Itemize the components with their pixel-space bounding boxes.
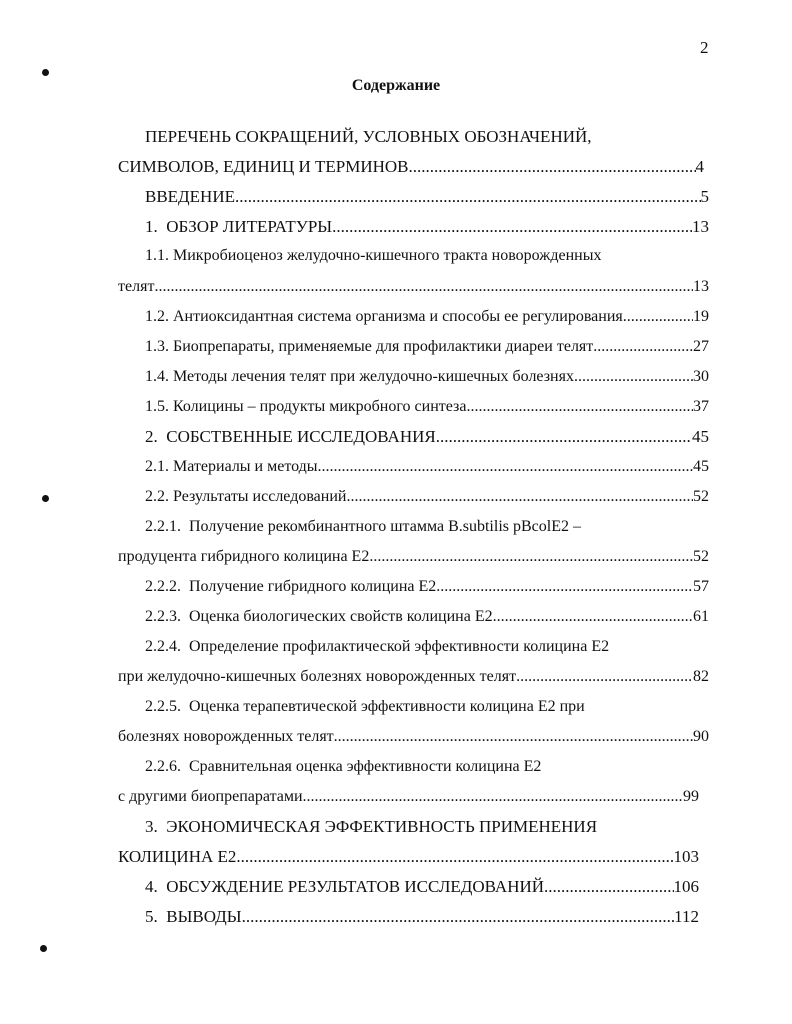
toc-page-number: 112	[674, 907, 699, 926]
toc-page-number: 45	[693, 458, 709, 475]
toc-entry: 1. ОБЗОР ЛИТЕРАТУРЫ ..... 13	[145, 217, 709, 237]
toc-page-number: 13	[693, 278, 709, 295]
toc-page-number: 19	[693, 308, 709, 325]
toc-page-number: 82	[693, 668, 709, 685]
toc-entry: ВВЕДЕНИЕ ..... 5	[145, 187, 709, 207]
toc-entry: ПЕРЕЧЕНЬ СОКРАЩЕНИЙ, УСЛОВНЫХ ОБОЗНАЧЕНИЙ,	[145, 127, 592, 146]
toc-entry: 1.2. Антиоксидантная система организма и способы ее регулирования ..... 19	[145, 307, 709, 327]
toc-entry: при желудочно-кишечных болезнях новорожденных телят ..... 82	[118, 667, 709, 687]
toc-entry: КОЛИЦИНА Е2 ..... 103	[118, 847, 699, 867]
toc-entry: 2. СОБСТВЕННЫЕ ИССЛЕДОВАНИЯ ..... 45	[145, 427, 709, 447]
page-title: Содержание	[351, 77, 441, 94]
toc-entry: 1.5. Колицины – продукты микробного синтеза ..... 37	[145, 397, 709, 417]
toc-page-number: 52	[693, 548, 709, 565]
toc-page-number: 103	[673, 847, 699, 866]
toc-entry: 2.2.2. Получение гибридного колицина Е2 ..... 57	[145, 577, 709, 597]
toc-entry: 2.2.4. Определение профилактической эффективности колицина Е2	[145, 638, 610, 655]
toc-page-number: 45	[692, 427, 709, 446]
toc-entry: 1.3. Биопрепараты, применяемые для профилактики диареи телят ..... 27	[145, 337, 709, 357]
toc-page-number: 99	[683, 788, 699, 805]
toc-entry: 3. ЭКОНОМИЧЕСКАЯ ЭФФЕКТИВНОСТЬ ПРИМЕНЕНИЯ	[145, 817, 598, 836]
toc-page-number: 27	[693, 338, 709, 355]
toc-page-number: 13	[692, 217, 709, 236]
toc-entry: 2.2.5. Оценка терапевтической эффективности колицина Е2 при	[145, 698, 585, 715]
toc-entry: с другими биопрепаратами ..... 99	[118, 787, 699, 807]
toc-page-number: 4	[695, 157, 704, 176]
toc-entry: 1.1. Микробиоценоз желудочно-кишечного тракта новорожденных	[145, 247, 602, 264]
toc-entry: болезнях новорожденных телят ..... 90	[118, 727, 709, 747]
toc-entry: 2.2.1. Получение рекомбинантного штамма B.subtilis pBcolE2 –	[145, 518, 581, 535]
scan-bullet-dot	[40, 945, 47, 952]
toc-page-number: 57	[693, 578, 709, 595]
toc-page-number: 52	[693, 488, 709, 505]
scan-bullet-dot	[42, 69, 49, 76]
toc-entry: 2.2. Результаты исследований ..... 52	[145, 487, 709, 507]
page-number: 2	[700, 38, 709, 57]
toc-entry: 4. ОБСУЖДЕНИЕ РЕЗУЛЬТАТОВ ИССЛЕДОВАНИЙ ..... 106	[145, 877, 699, 897]
toc-page-number: 5	[700, 187, 709, 206]
toc-page-number: 37	[693, 398, 709, 415]
toc-entry: телят ..... 13	[118, 277, 709, 297]
toc-page-number: 30	[693, 368, 709, 385]
toc-entry: 5. ВЫВОДЫ ..... 112	[145, 907, 699, 927]
toc-page-number: 61	[693, 608, 709, 625]
toc-page-number: 90	[693, 728, 709, 745]
toc-entry: продуцента гибридного колицина Е2 ..... 52	[118, 547, 709, 567]
scan-bullet-dot	[42, 495, 49, 502]
toc-entry: 2.1. Материалы и методы ..... 45	[145, 457, 709, 477]
toc-entry: 2.2.6. Сравнительная оценка эффективности колицина Е2	[145, 758, 542, 775]
toc-entry: СИМВОЛОВ, ЕДИНИЦ И ТЕРМИНОВ ..... 4	[118, 157, 704, 177]
toc-entry: 1.4. Методы лечения телят при желудочно-кишечных болезнях ..... 30	[145, 367, 709, 387]
toc-page-number: 106	[673, 877, 699, 896]
toc-entry: 2.2.3. Оценка биологических свойств колицина Е2 ..... 61	[145, 607, 709, 627]
